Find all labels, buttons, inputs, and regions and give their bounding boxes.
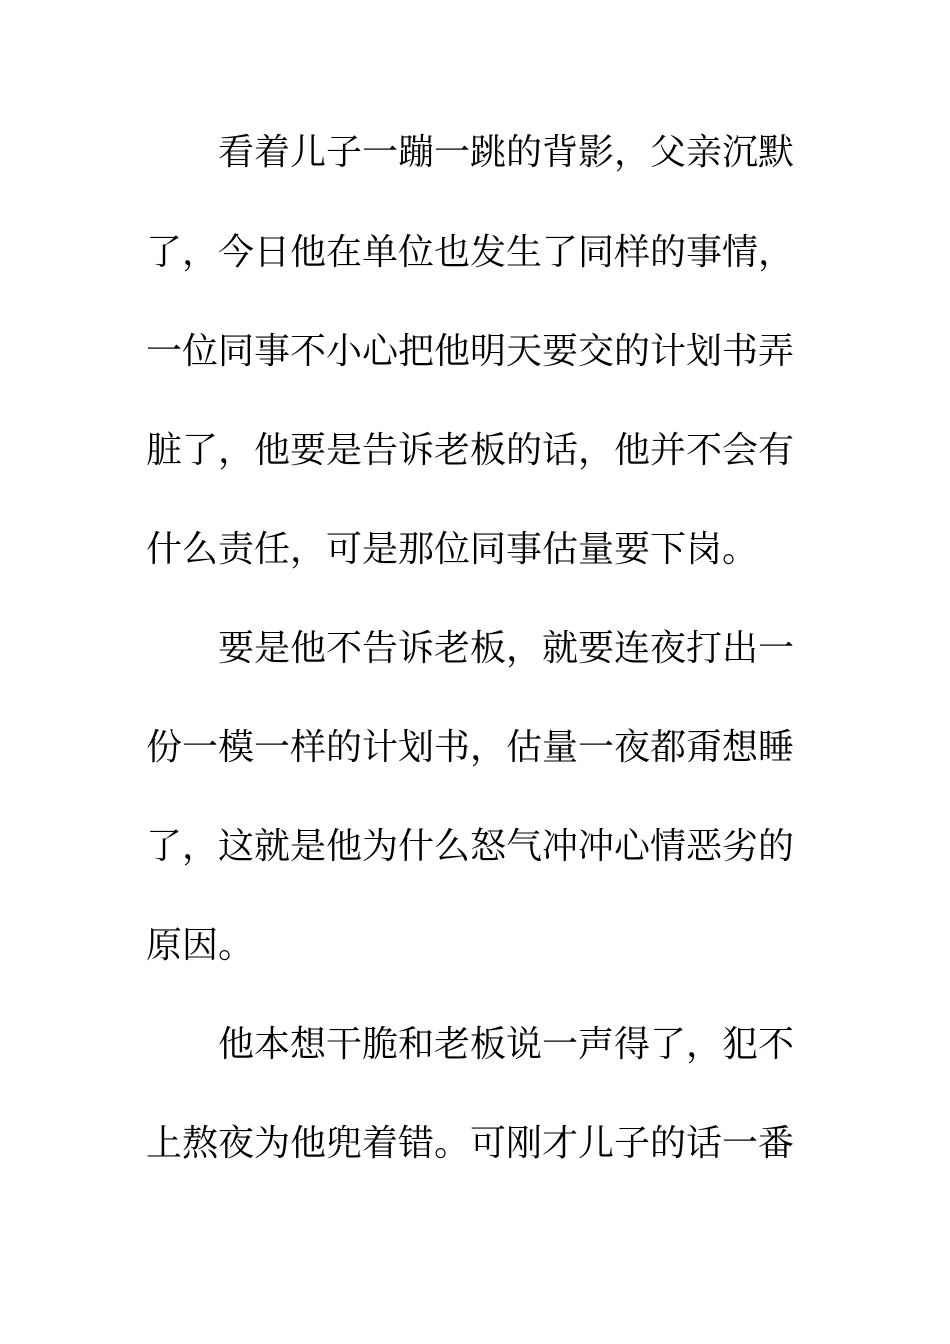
- text-line: 什么责任，可是那位同事估量要下岗。: [146, 529, 759, 570]
- text-line: 脏了，他要是告诉老板的话，他并不会有: [146, 430, 795, 471]
- text-line: 了，今日他在单位也发生了同样的事情，: [146, 232, 795, 273]
- text-line: 要是他不告诉老板，就要连夜打出一: [218, 628, 795, 669]
- text-line: 看着儿子一蹦一跳的背影，父亲沉默: [218, 132, 795, 173]
- text-line: 原因。: [146, 925, 255, 966]
- text-line: 了，这就是他为什么怒气冲冲心情恶劣的: [146, 826, 795, 867]
- text-line: 他本想干脆和老板说一声得了，犯不: [218, 1024, 795, 1065]
- text-line: 一位同事不小心把他明天要交的计划书弄: [146, 331, 795, 372]
- text-line: 份一模一样的计划书，估量一夜都甭想睡: [146, 727, 795, 768]
- text-line: 上熬夜为他兜着错。可刚才儿子的话一番: [146, 1123, 795, 1164]
